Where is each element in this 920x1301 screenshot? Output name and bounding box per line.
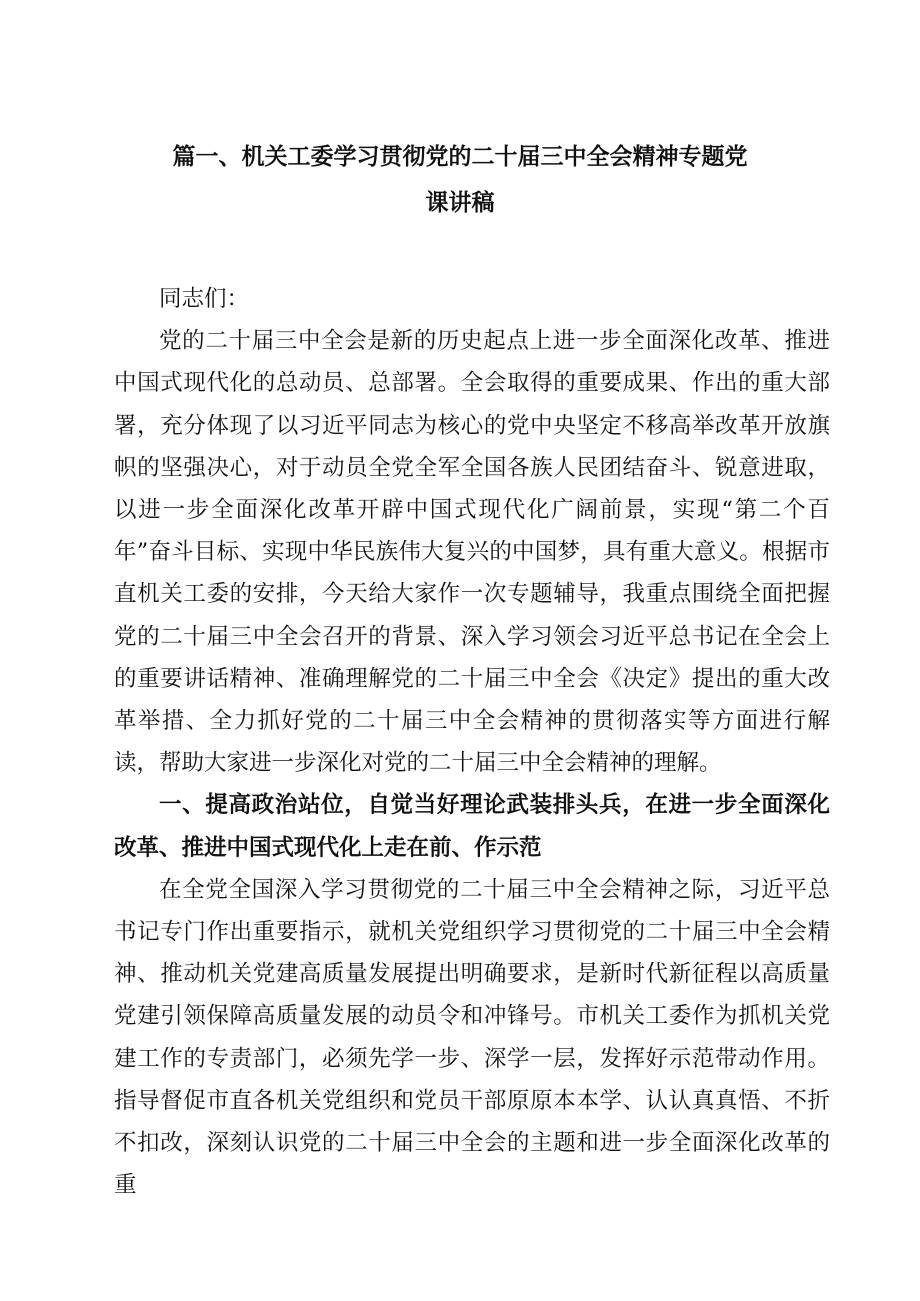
document-title	[110, 134, 810, 226]
paragraph-intro: 党的二十届三中全会是新的历史起点上进一步全面深化改革、推进中国式现代化的总动员、总部署。全会取得的重要成果、作出的重大部署，充分体现了以习近平同志为核心的党中央坚定不移高举改革开放旗帜的坚强决心，对于动员全党全军全国各族人民团结奋斗、锐意进取，以进一步全面深化改革开辟中国式现代化广阔前景，实现“第二个百年”奋斗目标、实现中华民族伟大复兴的中国梦，具有重大意义。根据市直机关工委的安排，今天给大家作一次专题辅导，我重点围绕全面把握党的二十届三中全会召开的背景、深入学习领会习近平总书记在全会上的重要讲话精神、准确理解党的二十届三中全会《决定》提出的重大改革举措、全力抓好党的二十届三中全会精神的贯彻落实等方面进行解读，帮助大家进一步深化对党的二十届三中全会精神的理解。	[114, 328, 830, 777]
paragraph-section-1: 在全党全国深入学习贯彻党的二十届三中全会精神之际，习近平总书记专门作出重要指示，就机关党组织学习贯彻党的二十届三中全会精神、推动机关党建高质量发展提出明确要求，是新时代新征程以高质量党建引领保障高质量发展的动员令和冲锋号。市机关工委作为抓机关党建工作的专责部门，必须先学一步、深学一层，发挥好示范带动作用。指导督促市直各机关党组织和党员干部原原本本学、认认真真悟、不折不扣改，深刻认识党的二十届三中全会的主题和进一步全面深化改革的重	[114, 876, 830, 1199]
title-line-1: 篇一、机关工委学习贯彻党的二十届三中全会精神专题党	[172, 143, 748, 170]
section-heading-1: 一、提高政治站位，自觉当好理论武装排头兵，在进一步全面深化改革、推进中国式现代化上走在前、作示范	[114, 792, 830, 861]
salutation: 同志们：	[159, 286, 250, 312]
title-line-2: 课讲稿	[425, 189, 495, 216]
document-body	[114, 278, 830, 1206]
